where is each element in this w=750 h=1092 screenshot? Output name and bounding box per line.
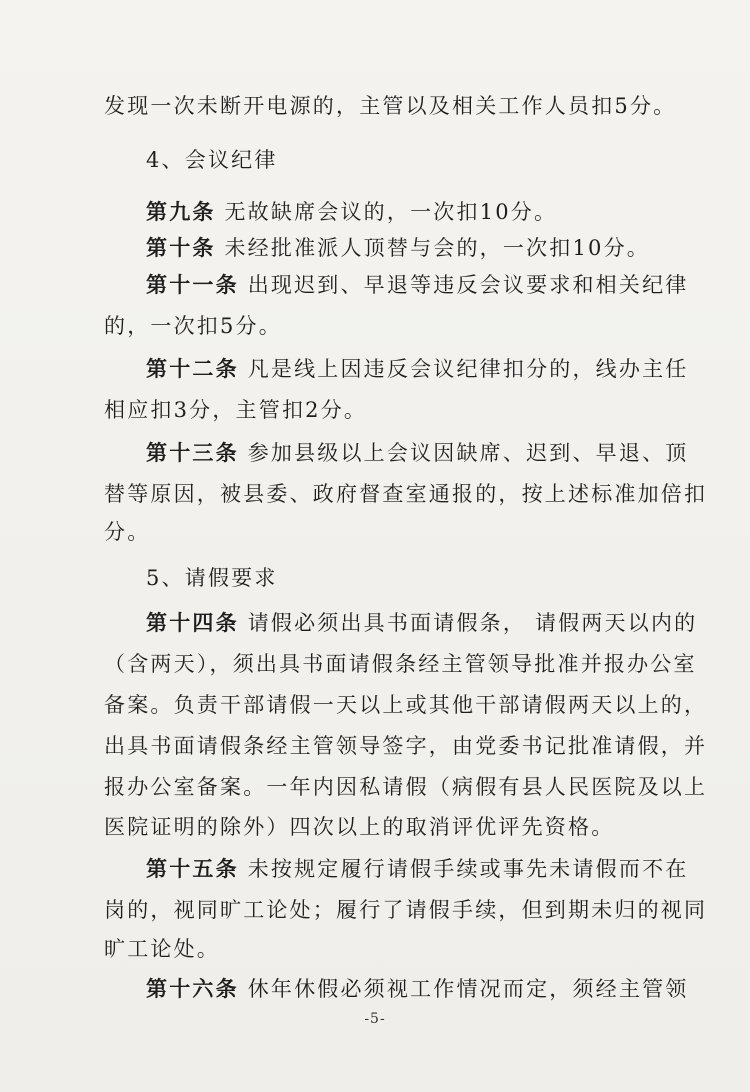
text-line: （含两天），须出具书面请假条经主管领导批准并报办公室 [104, 652, 697, 676]
article-line: 第十六条 休年休假必须视工作情况而定，须经主管领 [146, 976, 689, 1001]
text-line: 备案。负责干部请假一天以上或其他干部请假两天以上的， [104, 693, 708, 717]
text-line: 的，一次扣5分。 [104, 314, 282, 338]
article-line: 第九条 无故缺席会议的，一次扣10分。 [146, 199, 558, 224]
section-heading: 4、会议纪律 [146, 148, 278, 172]
section-heading: 5、请假要求 [146, 566, 278, 590]
text-line: 出具书面请假条经主管领导签字，由党委书记批准请假，并 [104, 734, 708, 758]
article-line: 第十五条 未按规定履行请假手续或事先未请假而不在 [146, 856, 689, 881]
article-line: 第十四条 请假必须出具书面请假条， 请假两天以内的 [146, 610, 698, 635]
article-line: 第十二条 凡是线上因违反会议纪律扣分的，线办主任 [146, 356, 689, 381]
article-line: 第十一条 出现迟到、早退等违反会议要求和相关纪律 [146, 272, 689, 297]
text-line: 旷工论处。 [104, 937, 220, 961]
article-line: 第十条 未经批准派人顶替与会的，一次扣10分。 [146, 235, 651, 260]
text-line: 发现一次未断开电源的，主管以及相关工作人员扣5分。 [104, 94, 677, 118]
text-line: 相应扣3分，主管扣2分。 [104, 398, 368, 422]
text-line: 岗的，视同旷工论处；履行了请假手续，但到期未归的视同 [104, 898, 708, 922]
text-line: 分。 [104, 520, 151, 544]
text-line: 报办公室备案。一年内因私请假（病假有县人民医院及以上 [104, 775, 708, 799]
page-number: -5- [364, 1011, 386, 1027]
text-line: 替等原因，被县委、政府督查室通报的，按上述标准加倍扣 [104, 482, 708, 506]
text-line: 医院证明的除外）四次以上的取消评优评先资格。 [104, 815, 615, 839]
article-line: 第十三条 参加县级以上会议因缺席、迟到、早退、顶 [146, 440, 689, 465]
